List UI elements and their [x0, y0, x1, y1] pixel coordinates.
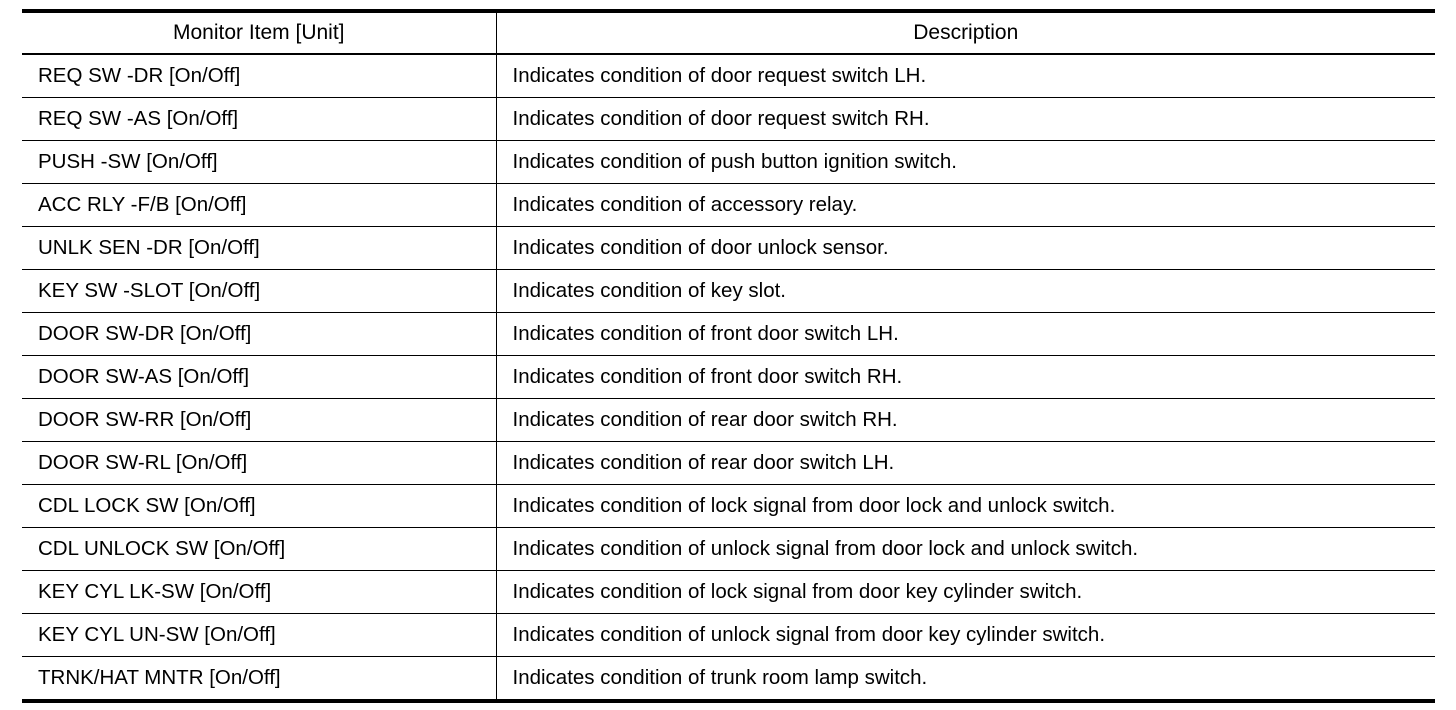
description-cell: Indicates condition of push button ignition switch. — [496, 141, 1435, 184]
description-cell: Indicates condition of door request switch RH. — [496, 98, 1435, 141]
description-cell: Indicates condition of front door switch LH. — [496, 313, 1435, 356]
description-cell: Indicates condition of trunk room lamp switch. — [496, 657, 1435, 702]
table-row — [22, 356, 1435, 399]
table-row — [22, 141, 1435, 184]
monitor-item-cell: KEY SW -SLOT [On/Off] — [38, 279, 261, 302]
description-cell: Indicates condition of rear door switch LH. — [496, 442, 1435, 485]
monitor-item-table-container — [22, 9, 1435, 703]
monitor-item-cell: REQ SW -DR [On/Off] — [38, 64, 241, 87]
table-header — [22, 11, 1435, 54]
description-cell: Indicates condition of key slot. — [496, 270, 1435, 313]
table-row — [22, 227, 1435, 270]
table-row — [22, 614, 1435, 657]
monitor-item-table — [22, 9, 1435, 703]
description-cell: Indicates condition of lock signal from door lock and unlock switch. — [496, 485, 1435, 528]
description-cell: Indicates condition of front door switch RH. — [496, 356, 1435, 399]
table-row — [22, 270, 1435, 313]
monitor-item-cell: UNLK SEN -DR [On/Off] — [38, 236, 260, 259]
monitor-item-cell: DOOR SW-RL [On/Off] — [38, 451, 248, 474]
monitor-item-cell: PUSH -SW [On/Off] — [38, 150, 218, 173]
description-cell: Indicates condition of unlock signal from door lock and unlock switch. — [496, 528, 1435, 571]
monitor-item-cell: DOOR SW-AS [On/Off] — [38, 365, 250, 388]
table-row — [22, 184, 1435, 227]
table-row — [22, 657, 1435, 702]
description-cell: Indicates condition of door request switch LH. — [496, 54, 1435, 98]
table-row — [22, 485, 1435, 528]
table-row — [22, 528, 1435, 571]
table-row — [22, 313, 1435, 356]
table-row — [22, 442, 1435, 485]
monitor-item-cell: CDL UNLOCK SW [On/Off] — [38, 537, 286, 560]
header-description: Description — [496, 11, 1435, 54]
description-cell: Indicates condition of rear door switch RH. — [496, 399, 1435, 442]
description-cell: Indicates condition of accessory relay. — [496, 184, 1435, 227]
monitor-item-cell: ACC RLY -F/B [On/Off] — [38, 193, 247, 216]
table-row — [22, 571, 1435, 614]
table-body — [22, 54, 1435, 701]
header-row — [22, 11, 1435, 54]
monitor-item-cell: KEY CYL LK-SW [On/Off] — [38, 580, 272, 603]
description-cell: Indicates condition of door unlock sensor. — [496, 227, 1435, 270]
header-monitor-item: Monitor Item [Unit] — [172, 21, 345, 44]
table-row — [22, 399, 1435, 442]
monitor-item-cell: CDL LOCK SW [On/Off] — [38, 494, 256, 517]
monitor-item-cell: TRNK/HAT MNTR [On/Off] — [38, 666, 281, 689]
monitor-item-cell: REQ SW -AS [On/Off] — [38, 107, 239, 130]
description-cell: Indicates condition of lock signal from door key cylinder switch. — [496, 571, 1435, 614]
monitor-item-cell: DOOR SW-RR [On/Off] — [38, 408, 252, 431]
monitor-item-cell: KEY CYL UN-SW [On/Off] — [38, 623, 276, 646]
table-row — [22, 54, 1435, 98]
monitor-item-cell: DOOR SW-DR [On/Off] — [38, 322, 252, 345]
description-cell: Indicates condition of unlock signal from door key cylinder switch. — [496, 614, 1435, 657]
table-row — [22, 98, 1435, 141]
